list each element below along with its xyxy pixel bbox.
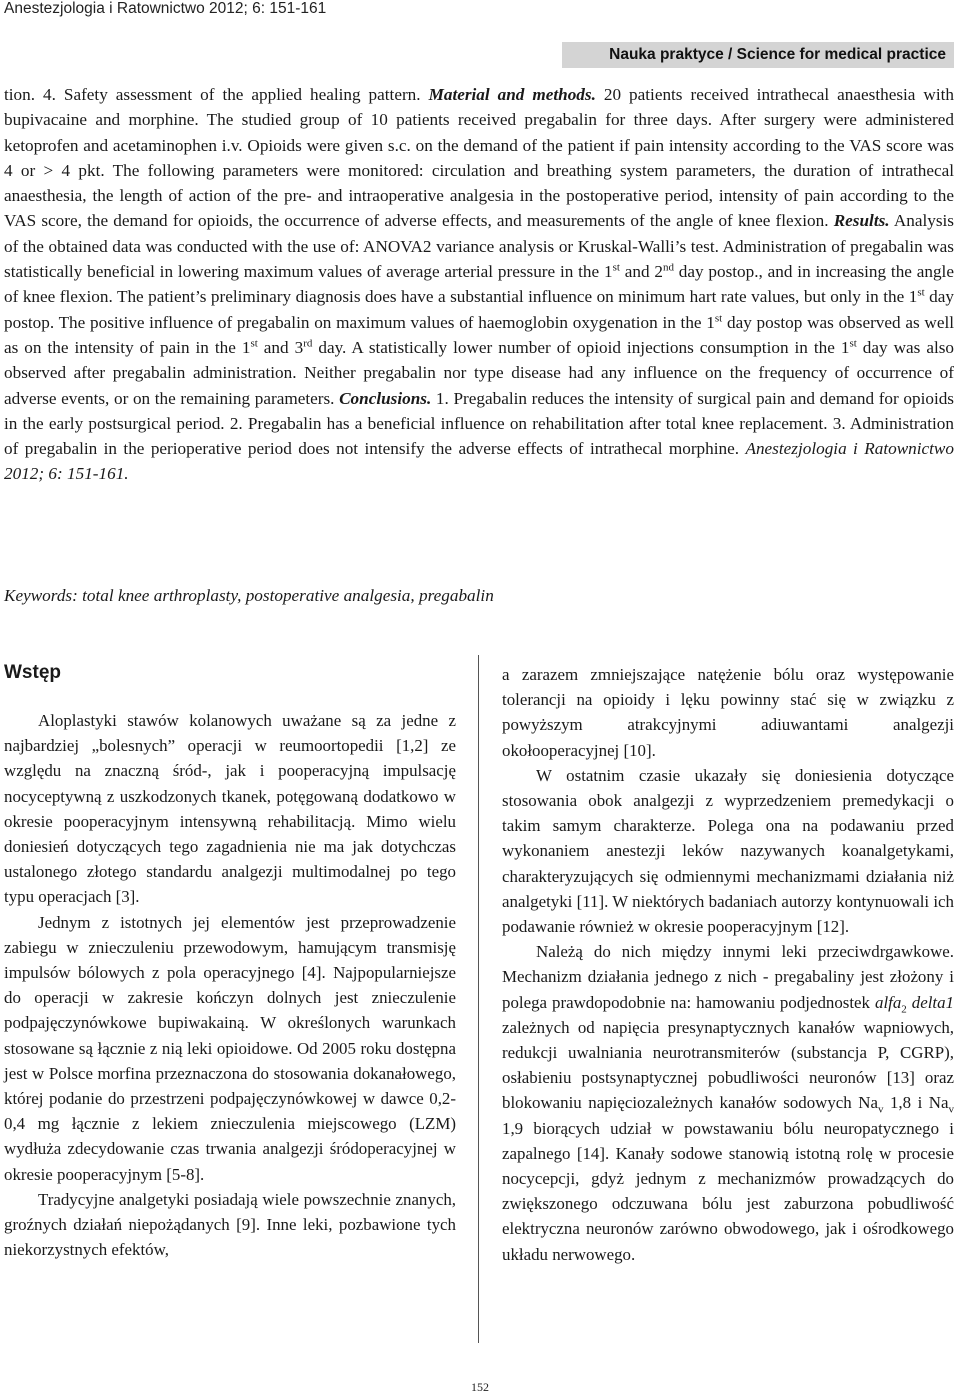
abstract-segment: and 2 <box>619 262 663 282</box>
ordinal-suffix: st <box>917 286 925 299</box>
ordinal-suffix: st <box>612 261 620 274</box>
abstract-segment: day postop. The positive influence of pregabalin on maximum values of haemoglobin oxygenation in the 1 <box>4 287 954 332</box>
right-column <box>502 662 954 1267</box>
abstract-segment: 1. Pregabalin reduces the intensity of surgical pain and demand for opioids in the early postsurgical period. 2. Pregabalin has a beneficial influence on rehabilitation after total knee replacement. 3. Administration of pregabalin in the perioperative period does not intensify the adverse effects of intrathecal morphine. <box>4 388 954 459</box>
ordinal-suffix: rd <box>303 337 313 350</box>
subscript: 2 <box>901 1003 907 1016</box>
abstract-text <box>4 82 954 487</box>
paragraph: Jednym z istotnych jej elementów jest przeprowadzenie zabiegu w znieczuleniu przewodowym, hamującym transmisję impulsów bólowych z pola operacyjnego [4]. Najpopularniejsze do operacji w zakresie kończyn dolnych jest znieczulenie podpajęczynówkowe bupiwakainą. W określonych warunkach stosowane są łącznie z nią leki opioidowe. Od 2005 roku dostępna jest w Polsce morfina przeznaczona do stosowania dokanałowego, której podanie do przestrzeni podpajęczynówkowej w dawce 0,2-0,4 mg łącznie z lekiem znieczulenia miejscowego (LZM) wydłuża zdecydowanie czas trwania analgezji śródoperacyjnej w okresie pooperacyjnym [5-8]. <box>4 912 456 1184</box>
abstract-segment: day was also observed after pregabalin administration. Neither pregabalin nor type disease had any influence on the frequency of occurrence of adverse events, or on the remaining parameters. <box>4 337 955 408</box>
section-banner-label: Nauka praktyce / Science for medical practice <box>609 46 946 63</box>
greek-term: alfa <box>875 992 902 1012</box>
paragraph-segment: Należą do nich między innymi leki przeciwdrgawkowe. Mechanizm działania jednego z nich - pregabaliny jest złożony i polega prawdopodobnie na: hamowaniu podjednostek <box>502 942 954 1012</box>
ordinal-suffix: nd <box>662 261 674 274</box>
results-heading: Results. <box>833 211 890 231</box>
subscript: v <box>877 1103 884 1116</box>
column-divider <box>478 655 479 1343</box>
paragraph-segment: zależnych od napięcia presynaptycznych kanałów wapniowych, redukcji uwalniania neurotransmiterów (substancja P, CGRP), osłabieniu postsynaptycznej pobudliwości neuronów [13] oraz blokowaniu napięciozależnych kanałów sodowych Na <box>502 1017 954 1113</box>
abstract-segment: day postop., and in increasing the angle of knee flexion. The patient’s preliminary diagnosis does have a substantial influence on minimum hart rate values, but only in the 1 <box>4 262 954 307</box>
abstract-segment: day. A statistically lower number of opioid injections consumption in the 1 <box>312 337 850 357</box>
paragraph: Tradycyjne analgetyki posiadają wiele powszechnie znanych, groźnych działań niepożądanych [9]. Inne leki, pozbawione tych niekorzystnych efektów, <box>4 1189 456 1260</box>
abstract <box>4 82 954 487</box>
paragraph-segment: 1,9 biorących udział w powstawaniu bólu neuropatycznego i zapalnego [14]. Kanały sodowe stanowią istotną rolę w procesie nocycepcji, gdyż jednym z mechanizmów prowadzących do zwiększonego odczuwana bólu jest zaburzona pobudliwość elektryczna neuronów zarówno obwodowego, jak i ośrodkowego układu nerwowego. <box>502 1118 954 1264</box>
journal-citation-header: Anestezjologia i Ratownictwo 2012; 6: 151-161 <box>4 0 327 17</box>
left-column <box>4 660 456 1262</box>
abstract-segment: and 3 <box>257 337 304 357</box>
paragraph: a zarazem zmniejszające natężenie bólu oraz występowanie tolerancji na opioidy i lęku powinny stać się w związku z powyższym atrakcyjnymi adiuwantami analgezji okołooperacyjnej [10]. <box>502 665 954 760</box>
paragraph: Aloplastyki stawów kolanowych uważane są za jedne z najbardziej „bolesnych” operacji w reumoortopedii [1,2] ze względu na znaczną śród-, jak i pooperacyjną impulsację nocyceptywną z uszkodzonych tkanek, potęgowaną dodatkowo w okresie pooperacyjnym intensywną rehabilitacją. Mimo wielu doniesień dotyczących tego zagadnienia nie ma jak dotychczas ustalonego złotego standardu analgezji multimodalnej po tego typu operacjach [3]. <box>4 711 456 907</box>
abstract-citation: Anestezjologia i Ratownictwo 2012; 6: 151-161. <box>4 439 954 484</box>
paragraph-segment: 1,8 i Na <box>883 1093 949 1113</box>
conclusions-heading: Conclusions. <box>339 388 432 408</box>
abstract-segment: 20 patients received intrathecal anaesthesia with bupivacaine and morphine. The studied group of 10 patients received pregabalin for three days. After surgery were administered ketoprofen and acetaminophen i.v. Opioids were given s.c. on the demand of the patient if pain intensity according to the VAS score was 4 or > 4 pkt. The following parameters were monitored: circulation and breathing system parameters, the duration of intrathecal anaesthesia, the length of action of the pre- and intraoperative analgesia in the postoperative period, intensity of pain according to the VAS score, the demand for opioids, the occurrence of adverse effects, and measurements of the angle of knee flexion. <box>4 85 954 231</box>
paragraph <box>502 939 954 1267</box>
keywords: Keywords: total knee arthroplasty, postoperative analgesia, pregabalin <box>4 586 494 605</box>
abstract-segment: tion. 4. Safety assessment of the applied healing pattern. <box>4 85 429 104</box>
abstract-segment: Analysis of the obtained data was conducted with the use of: ANOVA2 variance analysis or Kruskal-Walli’s test. Administration of pregabalin was statistically beneficial in lowering maximum values of average arterial pressure in the 1 <box>4 211 954 282</box>
ordinal-suffix: st <box>250 337 258 350</box>
methods-heading: Material and methods. <box>428 85 596 104</box>
ordinal-suffix: st <box>849 337 857 350</box>
section-heading-wstep: Wstęp <box>4 662 61 683</box>
paragraph: W ostatnim czasie ukazały się doniesienia dotyczące stosowania obok analgezji z wyprzedzeniem premedykacji o takim samym charakterze. Polega ona na podawaniu przed wykonaniem anestezji leków nazywanych koanalgetykami, charakteryzujących się odmiennymi mechanizmami działania niż analgetyki [11]. W niektórych badaniach autorzy kontynuowali ich podawanie również w okresie pooperacyjnym [12]. <box>502 765 954 937</box>
greek-term: delta1 <box>906 992 954 1012</box>
page-number: 152 <box>471 1380 489 1394</box>
ordinal-suffix: st <box>714 311 723 324</box>
subscript: v <box>948 1103 954 1116</box>
section-banner <box>562 42 954 68</box>
abstract-segment: day postop was observed as well as on the intensity of pain in the 1 <box>4 312 955 357</box>
